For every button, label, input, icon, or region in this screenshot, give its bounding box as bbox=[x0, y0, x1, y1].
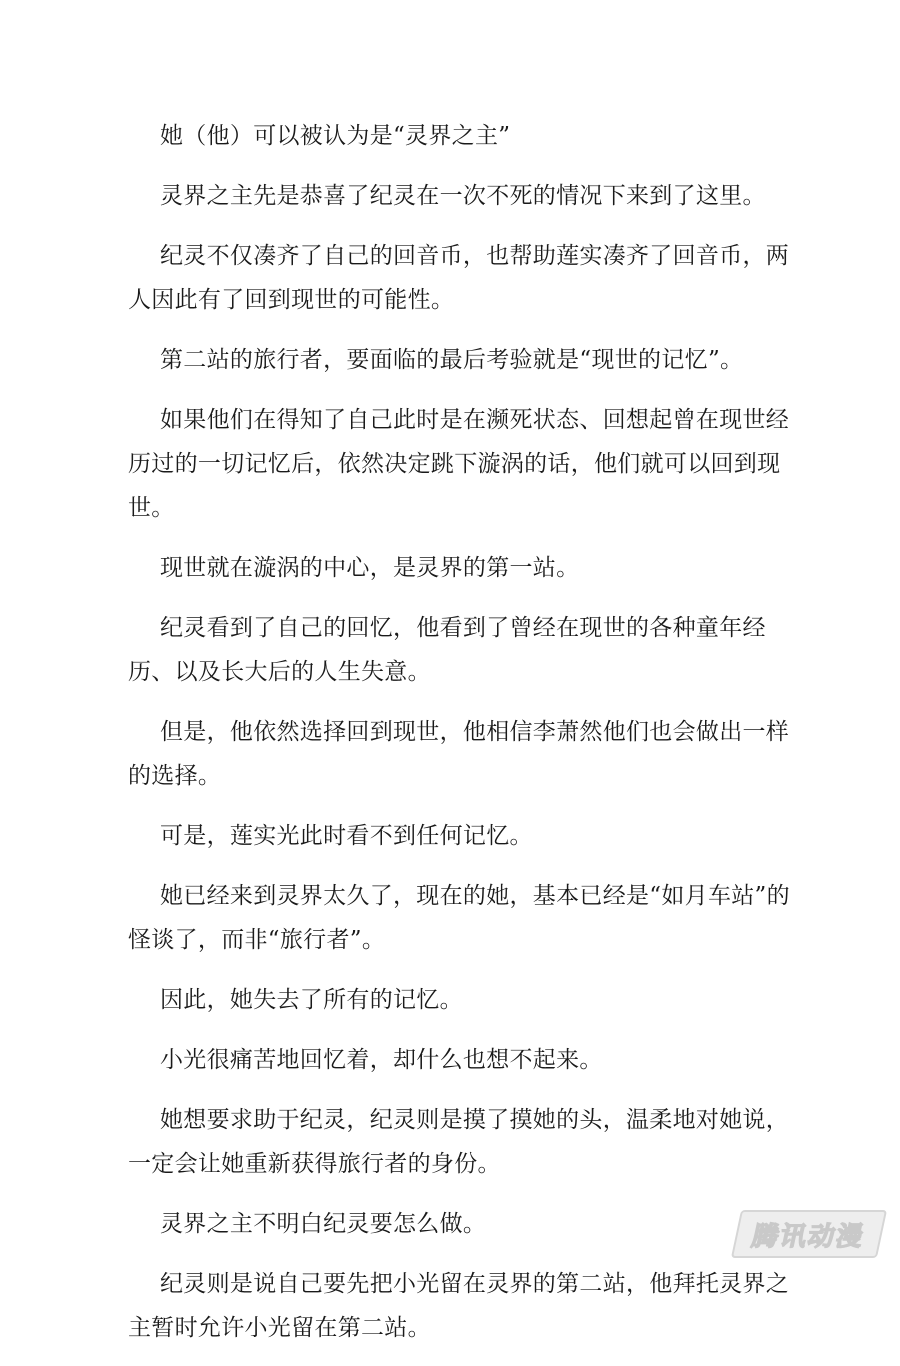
tencent-comic-watermark-logo bbox=[731, 1210, 887, 1258]
paragraph: 纪灵看到了自己的回忆，他看到了曾经在现世的各种童年经历、以及长大后的人生失意。 bbox=[128, 615, 766, 685]
watermark-text: 腾讯动漫 bbox=[749, 1221, 868, 1252]
paragraph: 纪灵不仅凑齐了自己的回音币，也帮助莲实凑齐了回音币，两人因此有了回到现世的可能性。 bbox=[128, 243, 790, 313]
paragraph: 可是，莲实光此时看不到任何记忆。 bbox=[160, 823, 533, 849]
paragraph: 她已经来到灵界太久了，现在的她，基本已经是“如月车站”的怪谈了，而非“旅行者”。 bbox=[128, 883, 790, 953]
paragraph: 纪灵则是说自己要先把小光留在灵界的第二站，他拜托灵界之主暂时允许小光留在第二站。 bbox=[128, 1271, 790, 1341]
paragraph: 灵界之主不明白纪灵要怎么做。 bbox=[160, 1211, 487, 1237]
paragraph: 小光很痛苦地回忆着，却什么也想不起来。 bbox=[160, 1047, 603, 1073]
paragraph: 如果他们在得知了自己此时是在濒死状态、回想起曾在现世经历过的一切记忆后，依然决定跳下漩涡的话，他们就可以回到现世。 bbox=[128, 407, 790, 521]
paragraph: 第二站的旅行者，要面临的最后考验就是“现世的记忆”。 bbox=[160, 347, 744, 373]
paragraph: 她（他）可以被认为是“灵界之主” bbox=[160, 123, 511, 149]
text-body bbox=[128, 114, 808, 1366]
paragraph: 她想要求助于纪灵，纪灵则是摸了摸她的头，温柔地对她说，一定会让她重新获得旅行者的身份。 bbox=[128, 1107, 790, 1177]
paragraph: 因此，她失去了所有的记忆。 bbox=[160, 987, 463, 1013]
paragraph: 但是，他依然选择回到现世，他相信李萧然他们也会做出一样的选择。 bbox=[128, 719, 790, 789]
paragraph: 灵界之主先是恭喜了纪灵在一次不死的情况下来到了这里。 bbox=[160, 183, 766, 209]
paragraph: 现世就在漩涡的中心，是灵界的第一站。 bbox=[160, 555, 580, 581]
